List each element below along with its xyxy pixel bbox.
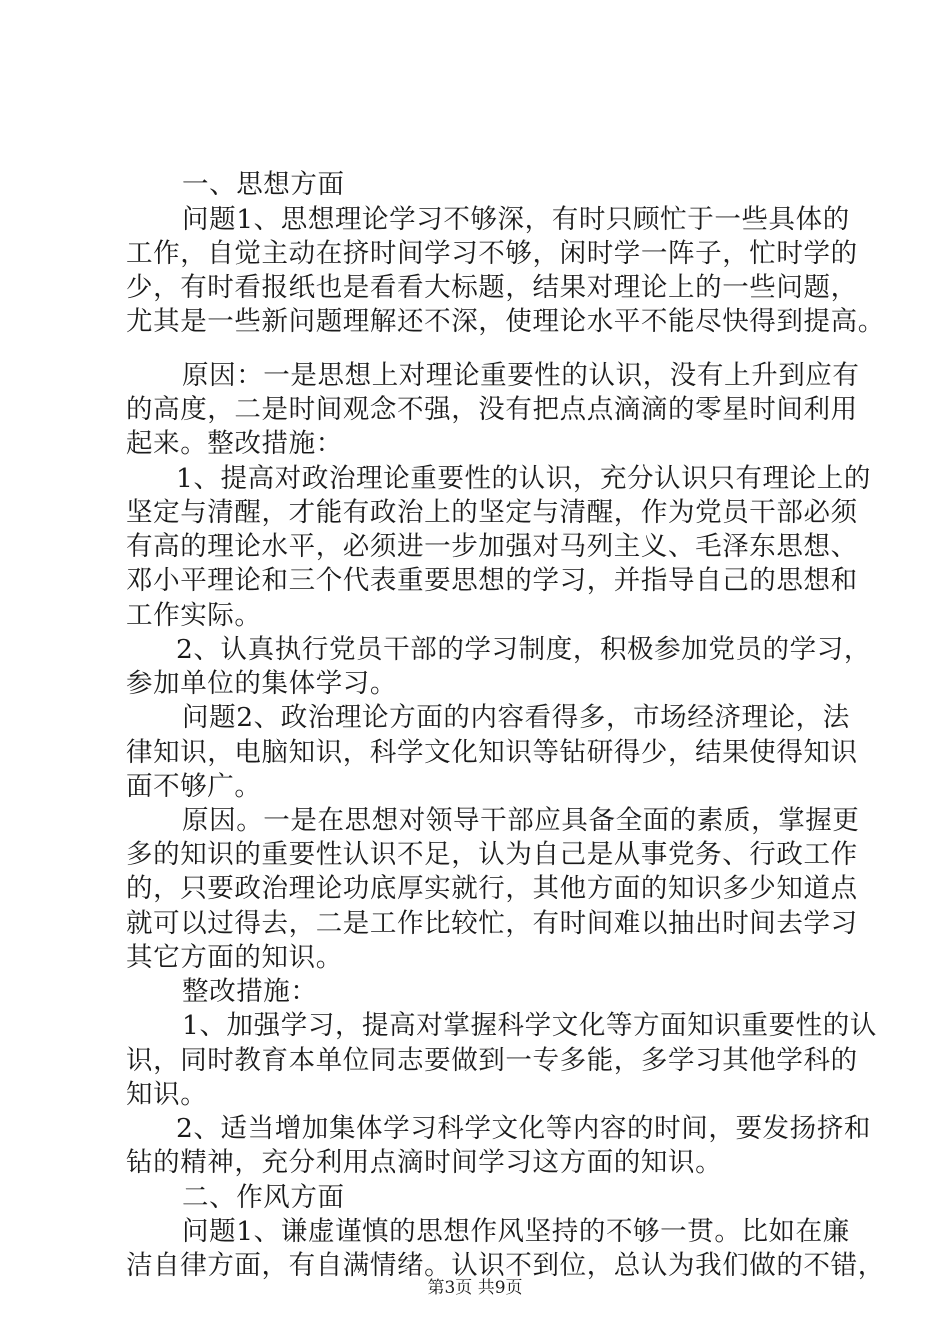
section-heading: 一、思想方面 [182,169,345,200]
paragraph-line: 多的知识的重要性认识不足，认为自己是从事党务、行政工作 [126,839,858,870]
paragraph-line: 的高度，二是时间观念不强，没有把点点滴滴的零星时间利用 [126,394,858,425]
paragraph-line: 律知识，电脑知识，科学文化知识等钻研得少，结果使得知识 [126,737,858,768]
paragraph-line: 整改措施： [182,976,318,1007]
paragraph-line: 坚定与清醒，才能有政治上的坚定与清醒，作为党员干部必须 [126,497,858,528]
page-number-footer: 第3页 共9页 [427,1278,523,1298]
paragraph-line: 1、加强学习，提高对掌握科学文化等方面知识重要性的认 [182,1010,877,1041]
section-heading: 二、作风方面 [182,1182,345,1213]
paragraph-line: 问题1、谦虚谨慎的思想作风坚持的不够一贯。比如在廉 [182,1216,850,1247]
paragraph-line: 工作，自觉主动在挤时间学习不够，闲时学一阵子，忙时学的 [126,238,858,269]
paragraph-line: 钻的精神，充分利用点滴时间学习这方面的知识。 [126,1147,723,1178]
paragraph-line: 2、适当增加集体学习科学文化等内容的时间，要发扬挤和 [176,1113,871,1144]
paragraph-line: 原因：一是思想上对理论重要性的认识，没有上升到应有 [182,360,860,391]
paragraph-line: 知识。 [126,1079,208,1110]
paragraph-line: 尤其是一些新问题理解还不深，使理论水平不能尽快得到提高。 [126,306,885,337]
paragraph-line: 1、提高对政治理论重要性的认识，充分认识只有理论上的 [176,463,871,494]
paragraph-line: 参加单位的集体学习。 [126,668,397,699]
paragraph-line: 问题2、政治理论方面的内容看得多，市场经济理论，法 [182,702,850,733]
paragraph-line: 2、认真执行党员干部的学习制度，积极参加党员的学习， [176,634,871,665]
paragraph-line: 面不够广。 [126,771,262,802]
paragraph-line: 少，有时看报纸也是看看大标题，结果对理论上的一些问题， [126,272,858,303]
paragraph-line: 其它方面的知识。 [126,942,343,973]
paragraph-line: 洁自律方面，有自满情绪。认识不到位，总认为我们做的不错， [126,1250,885,1281]
paragraph-line: 邓小平理论和三个代表重要思想的学习，并指导自己的思想和 [126,565,858,596]
paragraph-line: 原因。一是在思想对领导干部应具备全面的素质，掌握更 [182,805,860,836]
paragraph-line: 识，同时教育本单位同志要做到一专多能，多学习其他学科的 [126,1045,858,1076]
paragraph-line: 的，只要政治理论功底厚实就行，其他方面的知识多少知道点 [126,873,858,904]
paragraph-line: 就可以过得去，二是工作比较忙，有时间难以抽出时间去学习 [126,908,858,939]
paragraph-line: 起来。整改措施： [126,428,343,459]
paragraph-line: 工作实际。 [126,600,262,631]
paragraph-line: 有高的理论水平，必须进一步加强对马列主义、毛泽东思想、 [126,531,858,562]
paragraph-line: 问题1、思想理论学习不够深，有时只顾忙于一些具体的 [182,204,850,235]
